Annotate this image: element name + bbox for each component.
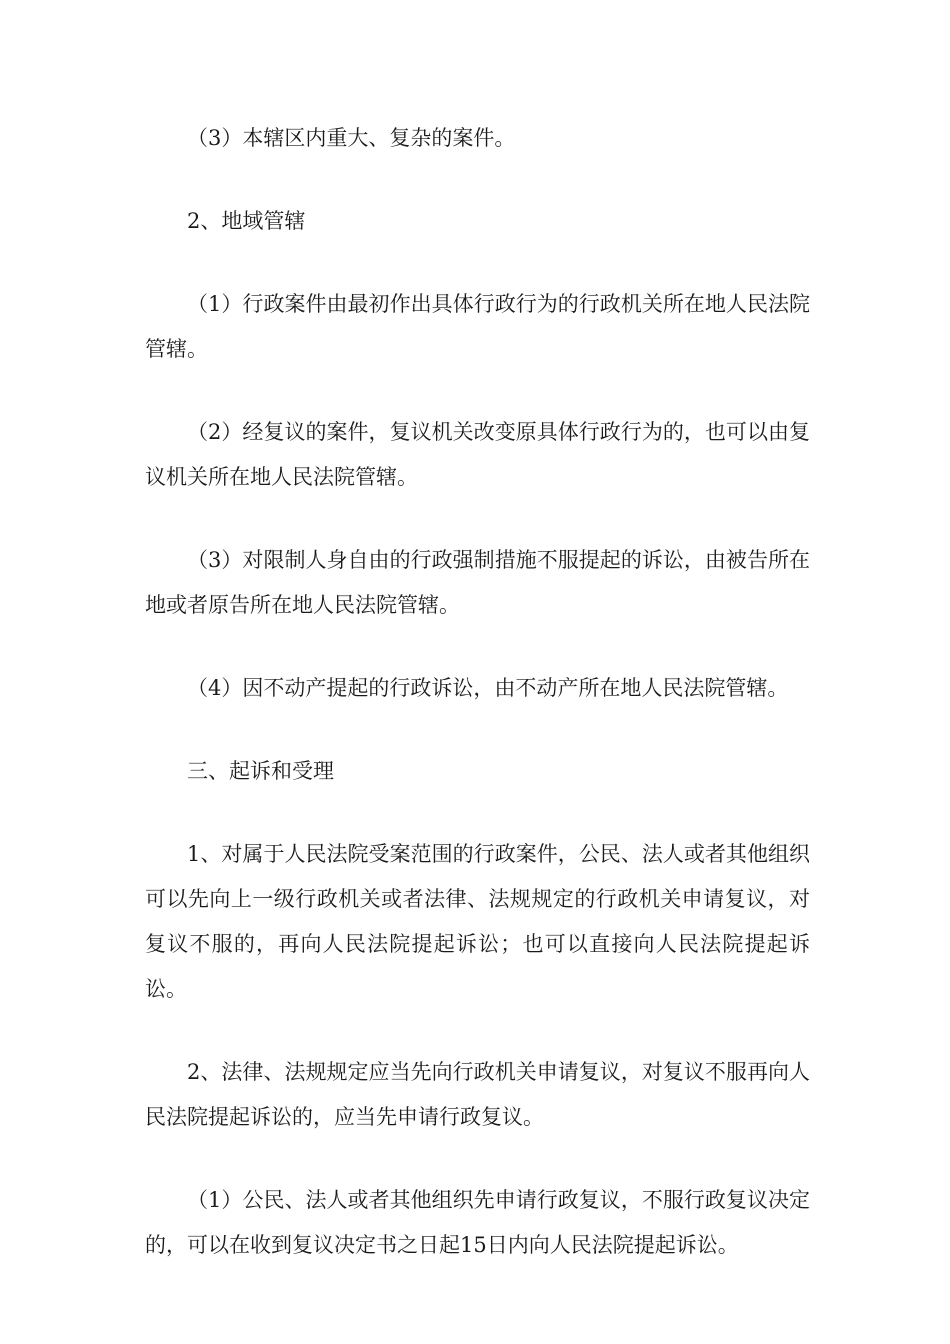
paragraph-filing-subitem-1: （1）公民、法人或者其他组织先申请行政复议，不服行政复议决定的，可以在收到复议决定书之日起15日内向人民法院提起诉讼。 bbox=[145, 1188, 810, 1257]
heading-filing-and-acceptance: 三、起诉和受理 bbox=[187, 759, 334, 783]
paragraph-filing-item-2: 2、法律、法规规定应当先向行政机关申请复议，对复议不服再向人民法院提起诉讼的，应当先申请行政复议。 bbox=[145, 1060, 810, 1129]
document-body bbox=[145, 116, 810, 1306]
paragraph-territorial-item-3: （3）对限制人身自由的行政强制措施不服提起的诉讼，由被告所在地或者原告所在地人民法院管辖。 bbox=[145, 548, 810, 617]
paragraph-territorial-item-4: （4）因不动产提起的行政诉讼，由不动产所在地人民法院管辖。 bbox=[187, 676, 789, 700]
heading-territorial-jurisdiction: 2、地域管辖 bbox=[187, 209, 306, 233]
paragraph-territorial-item-2: （2）经复议的案件，复议机关改变原具体行政行为的，也可以由复议机关所在地人民法院管辖。 bbox=[145, 420, 810, 489]
paragraph-filing-item-1: 1、对属于人民法院受案范围的行政案件，公民、法人或者其他组织可以先向上一级行政机关或者法律、法规规定的行政机关申请复议，对复议不服的，再向人民法院提起诉讼；也可以直接向人民法院提起诉讼。 bbox=[145, 842, 810, 1001]
paragraph-territorial-item-1: （1）行政案件由最初作出具体行政行为的行政机关所在地人民法院管辖。 bbox=[145, 292, 810, 361]
paragraph-jurisdiction-item-3: （3）本辖区内重大、复杂的案件。 bbox=[187, 126, 516, 150]
